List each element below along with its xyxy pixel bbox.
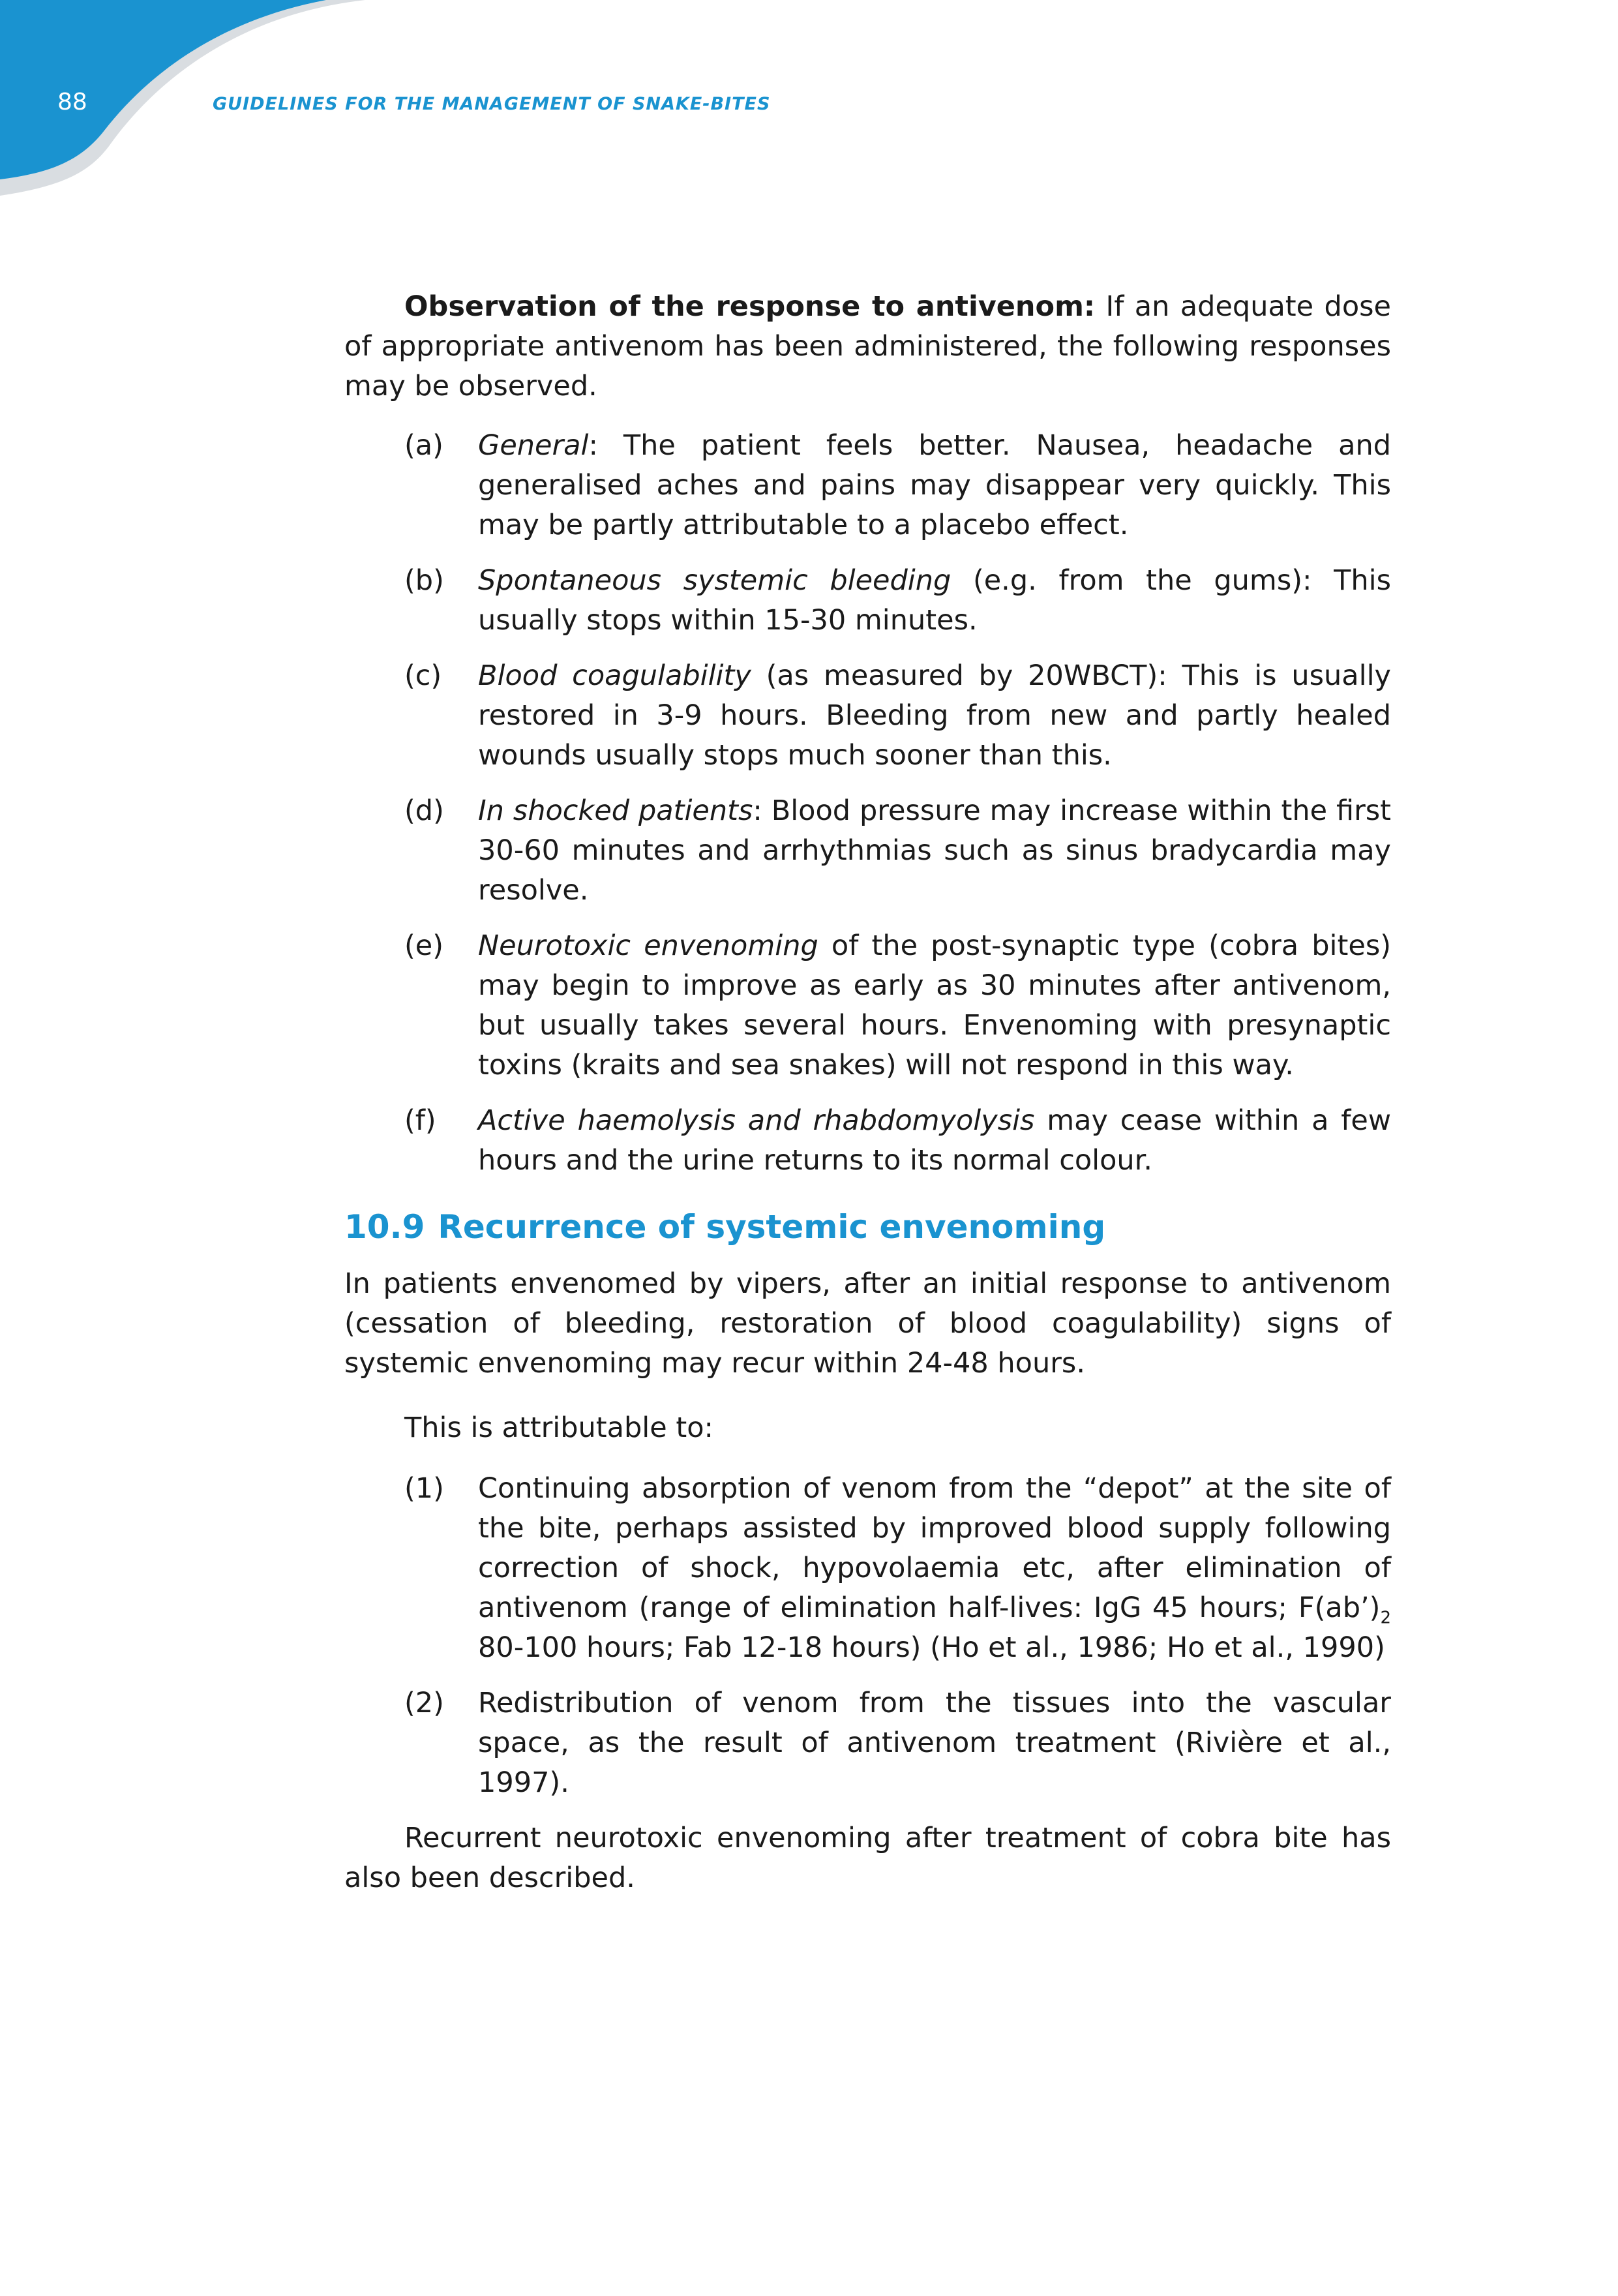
observation-lead: Observation of the response to antivenom: — [404, 290, 1096, 323]
list-marker: (e) — [404, 929, 444, 962]
list-item — [404, 656, 1391, 776]
page-number: 88 — [57, 89, 87, 115]
list-marker: (f) — [404, 1104, 436, 1137]
list-marker: (1) — [404, 1472, 444, 1505]
page-body — [344, 287, 1391, 1898]
list-item — [404, 791, 1391, 911]
list-text — [478, 791, 1391, 911]
list-item-body: : The patient feels better. Nausea, headache and generalised aches and pains may disappear very quickly. This may be partly attributable to a placebo effect. — [478, 429, 1391, 541]
list-text — [478, 561, 1391, 641]
list-marker: (a) — [404, 429, 443, 462]
list-text — [478, 1101, 1391, 1181]
list-item-lead: Spontaneous systemic bleeding — [478, 564, 951, 597]
observation-paragraph — [344, 287, 1391, 406]
closing-paragraph: Recurrent neurotoxic envenoming after treatment of cobra bite has also been described. — [344, 1822, 1391, 1894]
list-marker: (b) — [404, 564, 444, 597]
list-item-body: (as measured by 20WBCT): This is usually restored in 3-9 hours. Bleeding from new and partly healed wounds usually stops much sooner than this. — [478, 659, 1391, 772]
list-item — [404, 561, 1391, 641]
list-marker: (2) — [404, 1687, 444, 1719]
list-item-lead: Neurotoxic envenoming — [478, 929, 818, 962]
list-item-body: may cease within a few hours and the urine returns to its normal colour. — [478, 1104, 1391, 1177]
list-marker: (d) — [404, 794, 444, 827]
list-item-lead: Blood coagulability — [478, 659, 751, 692]
list-text — [478, 656, 1391, 776]
cause-subscript: 2 — [1380, 1608, 1391, 1628]
list-item-lead: General — [478, 429, 589, 462]
list-item — [404, 1684, 1391, 1803]
list-item-body: (e.g. from the gums): This usually stops within 15-30 minutes. — [478, 564, 1391, 637]
list-item-body: : Blood pressure may increase within the first 30-60 minutes and arrhythmias such as sinus bradycardia may resolve. — [478, 794, 1392, 907]
list-text: Redistribution of venom from the tissues into the vascular space, as the result of antivenom treatment (Rivière et al., 1997). — [478, 1687, 1391, 1799]
cause-text-before: Continuing absorption of venom from the “depot” at the site of the bite, perhaps assisted by improved blood supply following correction of shock, hypovolaemia etc, after elimination of antivenom (range of elimination half-lives: IgG 45 hours; F(ab’) — [478, 1472, 1391, 1624]
list-item-body: of the post-synaptic type (cobra bites) may begin to improve as early as 30 minutes after antivenom, but usually takes several hours. Envenoming with presynaptic toxins (kraits and sea snakes) will not respond in this way. — [478, 929, 1391, 1081]
cause-text-after: 80-100 hours; Fab 12-18 hours) (Ho et al., 1986; Ho et al., 1990) — [478, 1631, 1385, 1664]
list-text — [478, 1469, 1391, 1668]
list-marker: (c) — [404, 659, 442, 692]
list-item — [404, 426, 1391, 545]
list-text — [478, 426, 1391, 545]
section-title: Recurrence of systemic envenoming — [438, 1208, 1106, 1246]
list-item — [404, 1101, 1391, 1181]
list-item — [404, 926, 1391, 1085]
list-text — [478, 926, 1391, 1085]
attributable-intro: This is attributable to: — [404, 1412, 714, 1444]
observation-text: If an adequate dose of appropriate antivenom has been administered, the following responses may be observed. — [344, 290, 1392, 402]
running-header-title: GUIDELINES FOR THE MANAGEMENT OF SNAKE-BITES — [213, 94, 771, 114]
list-item-lead: Active haemolysis and rhabdomyolysis — [478, 1104, 1035, 1137]
response-list — [344, 426, 1391, 1181]
causes-list — [344, 1469, 1391, 1803]
section-number: 10.9 — [344, 1208, 425, 1246]
list-item — [404, 1469, 1391, 1668]
recurrence-paragraph: In patients envenomed by vipers, after an initial response to antivenom (cessation of bleeding, restoration of blood coagulability) signs of systemic envenoming may recur within 24-48 hours. — [344, 1267, 1391, 1380]
list-item-lead: In shocked patients — [478, 794, 753, 827]
section-heading — [344, 1205, 1391, 1248]
